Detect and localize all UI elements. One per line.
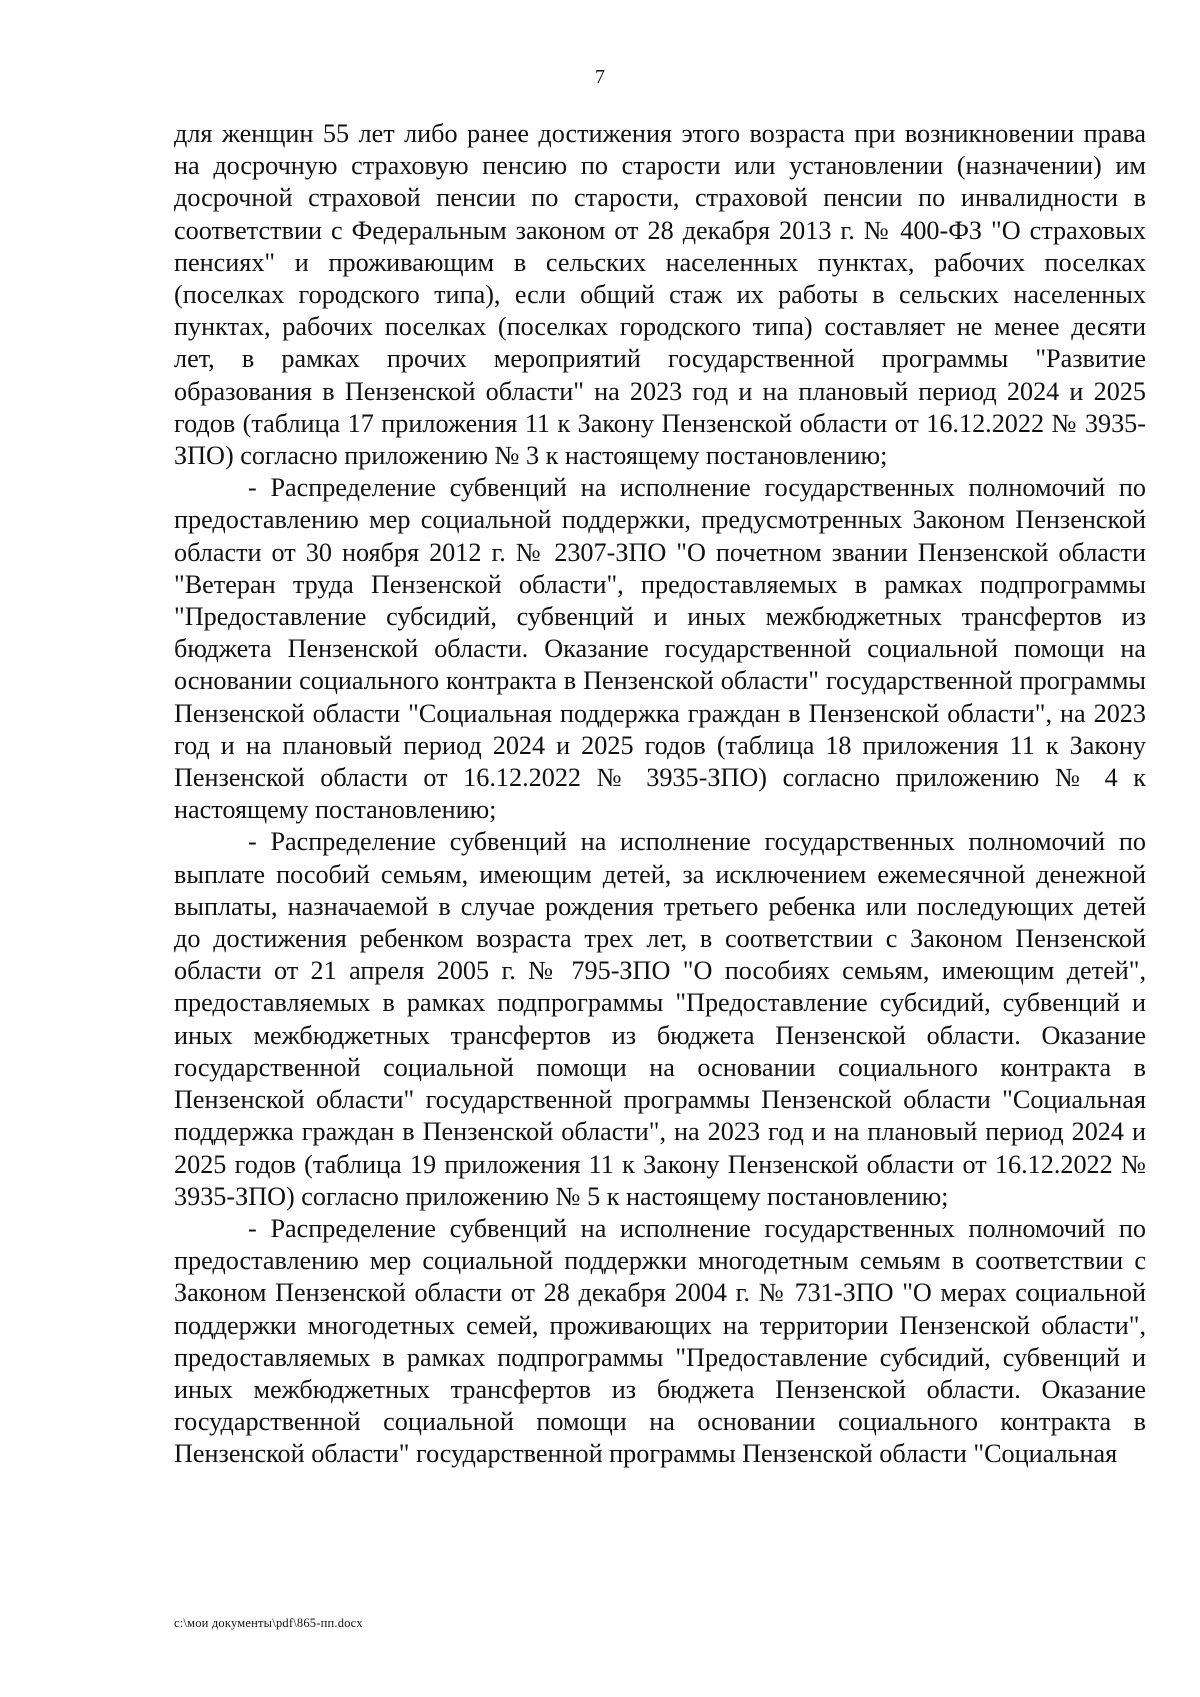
paragraph-continuation: для женщин 55 лет либо ранее достижения этого возраста при возникновении права на досрочную страховую пенсию по старости или установлении (назначении) им досрочной страховой пенсии по старости, страховой пенсии по инвалидности в соответствии с Федеральным законом от 28 декабря 2013 г. № 400-ФЗ "О страховых пенсиях" и проживающим в сельских населенных пунктах, рабочих поселках (поселках городского типа), если общий стаж их работы в сельских населенных пунктах, рабочих поселках (поселках городского типа) составляет не менее десяти лет, в рамках прочих мероприятий государственной программы "Развитие образования в Пензенской области" на 2023 год и на плановый период 2024 и 2025 годов (таблица 17 приложения 11 к Закону Пензенской области от 16.12.2022 № 3935-ЗПО) согласно приложению № 3 к настоящему постановлению;	[174, 119, 1146, 471]
document-body	[174, 118, 1146, 1471]
paragraph-subvention-large-families: - Распределение субвенций на исполнение государственных полномочий по предоставлению мер социальной поддержки многодетным семьям в соответствии с Законом Пензенской области от 28 декабря 2004 г. № 731-ЗПО "О мерах социальной поддержки многодетных семей, проживающих на территории Пензенской области", предоставляемых в рамках подпрограммы "Предоставление субсидий, субвенций и иных межбюджетных трансфертов из бюджета Пензенской области. Оказание государственной социальной помощи на основании социального контракта в Пензенской области" государственной программы Пензенской области "Социальная	[174, 1213, 1146, 1469]
footer-file-path: c:\мои документы\pdf\865-пп.docx	[174, 1616, 363, 1630]
paragraph-subvention-family-allowances: - Распределение субвенций на исполнение государственных полномочий по выплате пособий семьям, имеющим детей, за исключением ежемесячной денежной выплаты, назначаемой в случае рождения третьего ребенка или последующих детей до достижения ребенком возраста трех лет, в соответствии с Законом Пензенской области от 21 апреля 2005 г. № 795-ЗПО "О пособиях семьям, имеющим детей", предоставляемых в рамках подпрограммы "Предоставление субсидий, субвенций и иных межбюджетных трансфертов из бюджета Пензенской области. Оказание государственной социальной помощи на основании социального контракта в Пензенской области" государственной программы Пензенской области "Социальная поддержка граждан в Пензенской области", на 2023 год и на плановый период 2024 и 2025 годов (таблица 19 приложения 11 к Закону Пензенской области от 16.12.2022 № 3935-ЗПО) согласно приложению № 5 к настоящему постановлению;	[174, 827, 1146, 1211]
paragraph-subvention-veteran-of-labor: - Распределение субвенций на исполнение государственных полномочий по предоставлению мер социальной поддержки, предусмотренных Законом Пензенской области от 30 ноября 2012 г. № 2307-ЗПО "О почетном звании Пензенской области "Ветеран труда Пензенской области", предоставляемых в рамках подпрограммы "Предоставление субсидий, субвенций и иных межбюджетных трансфертов из бюджета Пензенской области. Оказание государственной социальной помощи на основании социального контракта в Пензенской области" государственной программы Пензенской области "Социальная поддержка граждан в Пензенской области", на 2023 год и на плановый период 2024 и 2025 годов (таблица 18 приложения 11 к Закону Пензенской области от 16.12.2022 № 3935-ЗПО) согласно приложению № 4 к настоящему постановлению;	[174, 473, 1146, 825]
page-number: 7	[595, 66, 605, 88]
